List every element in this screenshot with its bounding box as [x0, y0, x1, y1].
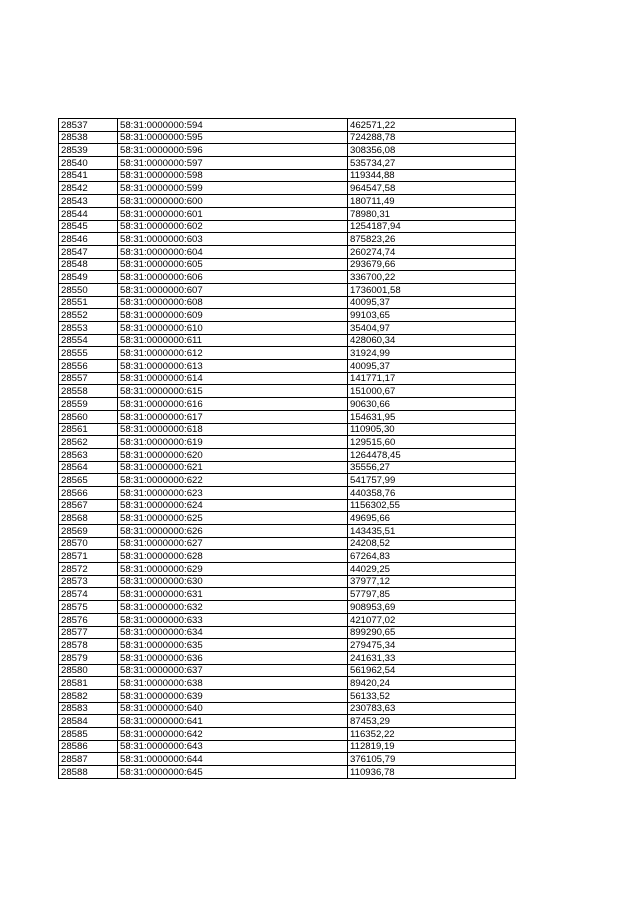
cadastral-number-cell: 58:31:0000000:643	[118, 740, 348, 753]
value-cell: 44029,25	[348, 563, 516, 576]
table-row	[59, 258, 516, 271]
value-cell: 421077,02	[348, 613, 516, 626]
value-cell: 40095,37	[348, 296, 516, 309]
cadastral-number-cell: 58:31:0000000:611	[118, 334, 348, 347]
row-number-cell: 28542	[59, 182, 118, 195]
cadastral-number-cell: 58:31:0000000:634	[118, 626, 348, 639]
value-cell: 561962,54	[348, 664, 516, 677]
row-number-cell: 28576	[59, 613, 118, 626]
cadastral-number-cell: 58:31:0000000:600	[118, 195, 348, 208]
table-row	[59, 753, 516, 766]
cadastral-number-cell: 58:31:0000000:603	[118, 233, 348, 246]
row-number-cell: 28553	[59, 322, 118, 335]
table-row	[59, 448, 516, 461]
row-number-cell: 28578	[59, 639, 118, 652]
row-number-cell: 28540	[59, 157, 118, 170]
cadastral-number-cell: 58:31:0000000:633	[118, 613, 348, 626]
table-row	[59, 144, 516, 157]
value-cell: 35404,97	[348, 322, 516, 335]
row-number-cell: 28584	[59, 715, 118, 728]
value-cell: 49695,66	[348, 512, 516, 525]
value-cell: 279475,34	[348, 639, 516, 652]
value-cell: 151000,67	[348, 385, 516, 398]
cadastral-number-cell: 58:31:0000000:636	[118, 651, 348, 664]
row-number-cell: 28580	[59, 664, 118, 677]
value-cell: 143435,51	[348, 525, 516, 538]
row-number-cell: 28541	[59, 169, 118, 182]
cadastral-number-cell: 58:31:0000000:640	[118, 702, 348, 715]
row-number-cell: 28547	[59, 245, 118, 258]
cadastral-number-cell: 58:31:0000000:609	[118, 309, 348, 322]
value-cell: 875823,26	[348, 233, 516, 246]
row-number-cell: 28539	[59, 144, 118, 157]
table-row	[59, 715, 516, 728]
value-cell: 37977,12	[348, 575, 516, 588]
table-row	[59, 461, 516, 474]
row-number-cell: 28562	[59, 436, 118, 449]
value-cell: 1254187,94	[348, 220, 516, 233]
value-cell: 1736001,58	[348, 283, 516, 296]
row-number-cell: 28556	[59, 360, 118, 373]
cadastral-number-cell: 58:31:0000000:615	[118, 385, 348, 398]
table-row	[59, 398, 516, 411]
row-number-cell: 28538	[59, 131, 118, 144]
cadastral-number-cell: 58:31:0000000:630	[118, 575, 348, 588]
value-cell: 90630,66	[348, 398, 516, 411]
cadastral-number-cell: 58:31:0000000:631	[118, 588, 348, 601]
value-cell: 1156302,55	[348, 499, 516, 512]
cadastral-number-cell: 58:31:0000000:641	[118, 715, 348, 728]
cadastral-number-cell: 58:31:0000000:595	[118, 131, 348, 144]
table-row	[59, 728, 516, 741]
cadastral-number-cell: 58:31:0000000:596	[118, 144, 348, 157]
cadastral-number-cell: 58:31:0000000:599	[118, 182, 348, 195]
value-cell: 462571,22	[348, 119, 516, 132]
row-number-cell: 28572	[59, 563, 118, 576]
table-row	[59, 664, 516, 677]
cadastral-number-cell: 58:31:0000000:625	[118, 512, 348, 525]
row-number-cell: 28561	[59, 423, 118, 436]
row-number-cell: 28545	[59, 220, 118, 233]
table-row	[59, 385, 516, 398]
cadastral-number-cell: 58:31:0000000:617	[118, 410, 348, 423]
cadastral-number-cell: 58:31:0000000:624	[118, 499, 348, 512]
value-cell: 293679,66	[348, 258, 516, 271]
table-row	[59, 689, 516, 702]
table-row	[59, 233, 516, 246]
table-row	[59, 245, 516, 258]
value-cell: 119344,88	[348, 169, 516, 182]
value-cell: 31924,99	[348, 347, 516, 360]
cadastral-number-cell: 58:31:0000000:623	[118, 486, 348, 499]
table-row	[59, 702, 516, 715]
table-row	[59, 525, 516, 538]
row-number-cell: 28582	[59, 689, 118, 702]
cadastral-number-cell: 58:31:0000000:610	[118, 322, 348, 335]
row-number-cell: 28565	[59, 474, 118, 487]
cadastral-number-cell: 58:31:0000000:628	[118, 550, 348, 563]
cadastral-number-cell: 58:31:0000000:645	[118, 766, 348, 779]
cadastral-number-cell: 58:31:0000000:627	[118, 537, 348, 550]
table-row	[59, 677, 516, 690]
cadastral-number-cell: 58:31:0000000:605	[118, 258, 348, 271]
value-cell: 110936,78	[348, 766, 516, 779]
value-cell: 964547,58	[348, 182, 516, 195]
table-row	[59, 613, 516, 626]
table-row	[59, 651, 516, 664]
value-cell: 428060,34	[348, 334, 516, 347]
row-number-cell: 28558	[59, 385, 118, 398]
cadastral-number-cell: 58:31:0000000:612	[118, 347, 348, 360]
value-cell: 440358,76	[348, 486, 516, 499]
cadastral-number-cell: 58:31:0000000:618	[118, 423, 348, 436]
table-row	[59, 119, 516, 132]
table-row	[59, 575, 516, 588]
row-number-cell: 28581	[59, 677, 118, 690]
data-table	[58, 118, 516, 779]
table-row	[59, 410, 516, 423]
row-number-cell: 28554	[59, 334, 118, 347]
table-row	[59, 271, 516, 284]
row-number-cell: 28570	[59, 537, 118, 550]
value-cell: 89420,24	[348, 677, 516, 690]
table-row	[59, 512, 516, 525]
cadastral-number-cell: 58:31:0000000:601	[118, 207, 348, 220]
value-cell: 24208,52	[348, 537, 516, 550]
table-row	[59, 436, 516, 449]
cadastral-number-cell: 58:31:0000000:616	[118, 398, 348, 411]
cadastral-number-cell: 58:31:0000000:602	[118, 220, 348, 233]
value-cell: 336700,22	[348, 271, 516, 284]
value-cell: 78980,31	[348, 207, 516, 220]
value-cell: 180711,49	[348, 195, 516, 208]
row-number-cell: 28568	[59, 512, 118, 525]
value-cell: 535734,27	[348, 157, 516, 170]
value-cell: 241631,33	[348, 651, 516, 664]
table-row	[59, 334, 516, 347]
table-row	[59, 474, 516, 487]
cadastral-number-cell: 58:31:0000000:613	[118, 360, 348, 373]
table-row	[59, 639, 516, 652]
cadastral-number-cell: 58:31:0000000:639	[118, 689, 348, 702]
table-row	[59, 372, 516, 385]
row-number-cell: 28583	[59, 702, 118, 715]
row-number-cell: 28587	[59, 753, 118, 766]
row-number-cell: 28550	[59, 283, 118, 296]
row-number-cell: 28564	[59, 461, 118, 474]
cadastral-number-cell: 58:31:0000000:632	[118, 601, 348, 614]
value-cell: 99103,65	[348, 309, 516, 322]
row-number-cell: 28560	[59, 410, 118, 423]
table-row	[59, 157, 516, 170]
row-number-cell: 28563	[59, 448, 118, 461]
table-body	[59, 119, 516, 779]
row-number-cell: 28571	[59, 550, 118, 563]
table-row	[59, 182, 516, 195]
cadastral-number-cell: 58:31:0000000:607	[118, 283, 348, 296]
row-number-cell: 28579	[59, 651, 118, 664]
table-row	[59, 309, 516, 322]
cadastral-number-cell: 58:31:0000000:642	[118, 728, 348, 741]
row-number-cell: 28543	[59, 195, 118, 208]
cadastral-number-cell: 58:31:0000000:637	[118, 664, 348, 677]
cadastral-number-cell: 58:31:0000000:620	[118, 448, 348, 461]
row-number-cell: 28551	[59, 296, 118, 309]
value-cell: 67264,83	[348, 550, 516, 563]
row-number-cell: 28577	[59, 626, 118, 639]
row-number-cell: 28546	[59, 233, 118, 246]
cadastral-number-cell: 58:31:0000000:622	[118, 474, 348, 487]
table-row	[59, 499, 516, 512]
value-cell: 154631,95	[348, 410, 516, 423]
cadastral-number-cell: 58:31:0000000:594	[118, 119, 348, 132]
table-row	[59, 169, 516, 182]
row-number-cell: 28569	[59, 525, 118, 538]
row-number-cell: 28555	[59, 347, 118, 360]
table-row	[59, 766, 516, 779]
table-row	[59, 347, 516, 360]
value-cell: 56133,52	[348, 689, 516, 702]
table-row	[59, 131, 516, 144]
value-cell: 35556,27	[348, 461, 516, 474]
table-row	[59, 588, 516, 601]
table-row	[59, 220, 516, 233]
row-number-cell: 28544	[59, 207, 118, 220]
row-number-cell: 28548	[59, 258, 118, 271]
row-number-cell: 28549	[59, 271, 118, 284]
cadastral-number-cell: 58:31:0000000:614	[118, 372, 348, 385]
row-number-cell: 28566	[59, 486, 118, 499]
cadastral-number-cell: 58:31:0000000:644	[118, 753, 348, 766]
row-number-cell: 28588	[59, 766, 118, 779]
cadastral-number-cell: 58:31:0000000:597	[118, 157, 348, 170]
cadastral-number-cell: 58:31:0000000:606	[118, 271, 348, 284]
table-row	[59, 563, 516, 576]
value-cell: 541757,99	[348, 474, 516, 487]
value-cell: 87453,29	[348, 715, 516, 728]
cadastral-number-cell: 58:31:0000000:604	[118, 245, 348, 258]
cadastral-number-cell: 58:31:0000000:635	[118, 639, 348, 652]
table-row	[59, 322, 516, 335]
cadastral-number-cell: 58:31:0000000:619	[118, 436, 348, 449]
table-row	[59, 207, 516, 220]
row-number-cell: 28574	[59, 588, 118, 601]
value-cell: 116352,22	[348, 728, 516, 741]
table-row	[59, 360, 516, 373]
value-cell: 40095,37	[348, 360, 516, 373]
row-number-cell: 28559	[59, 398, 118, 411]
value-cell: 141771,17	[348, 372, 516, 385]
cadastral-number-cell: 58:31:0000000:598	[118, 169, 348, 182]
value-cell: 1264478,45	[348, 448, 516, 461]
table-row	[59, 740, 516, 753]
table-row	[59, 537, 516, 550]
value-cell: 112819,19	[348, 740, 516, 753]
cadastral-number-cell: 58:31:0000000:629	[118, 563, 348, 576]
value-cell: 908953,69	[348, 601, 516, 614]
cadastral-number-cell: 58:31:0000000:608	[118, 296, 348, 309]
value-cell: 57797,85	[348, 588, 516, 601]
table-row	[59, 626, 516, 639]
row-number-cell: 28575	[59, 601, 118, 614]
table-row	[59, 423, 516, 436]
value-cell: 376105,79	[348, 753, 516, 766]
value-cell: 260274,74	[348, 245, 516, 258]
value-cell: 129515,60	[348, 436, 516, 449]
row-number-cell: 28567	[59, 499, 118, 512]
row-number-cell: 28537	[59, 119, 118, 132]
table-row	[59, 195, 516, 208]
cadastral-number-cell: 58:31:0000000:621	[118, 461, 348, 474]
value-cell: 724288,78	[348, 131, 516, 144]
row-number-cell: 28573	[59, 575, 118, 588]
value-cell: 230783,63	[348, 702, 516, 715]
table-row	[59, 283, 516, 296]
value-cell: 899290,65	[348, 626, 516, 639]
row-number-cell: 28586	[59, 740, 118, 753]
table-row	[59, 296, 516, 309]
row-number-cell: 28552	[59, 309, 118, 322]
table-row	[59, 550, 516, 563]
row-number-cell: 28557	[59, 372, 118, 385]
cadastral-number-cell: 58:31:0000000:626	[118, 525, 348, 538]
table-row	[59, 486, 516, 499]
value-cell: 110905,30	[348, 423, 516, 436]
value-cell: 308356,08	[348, 144, 516, 157]
cadastral-number-cell: 58:31:0000000:638	[118, 677, 348, 690]
row-number-cell: 28585	[59, 728, 118, 741]
table-row	[59, 601, 516, 614]
